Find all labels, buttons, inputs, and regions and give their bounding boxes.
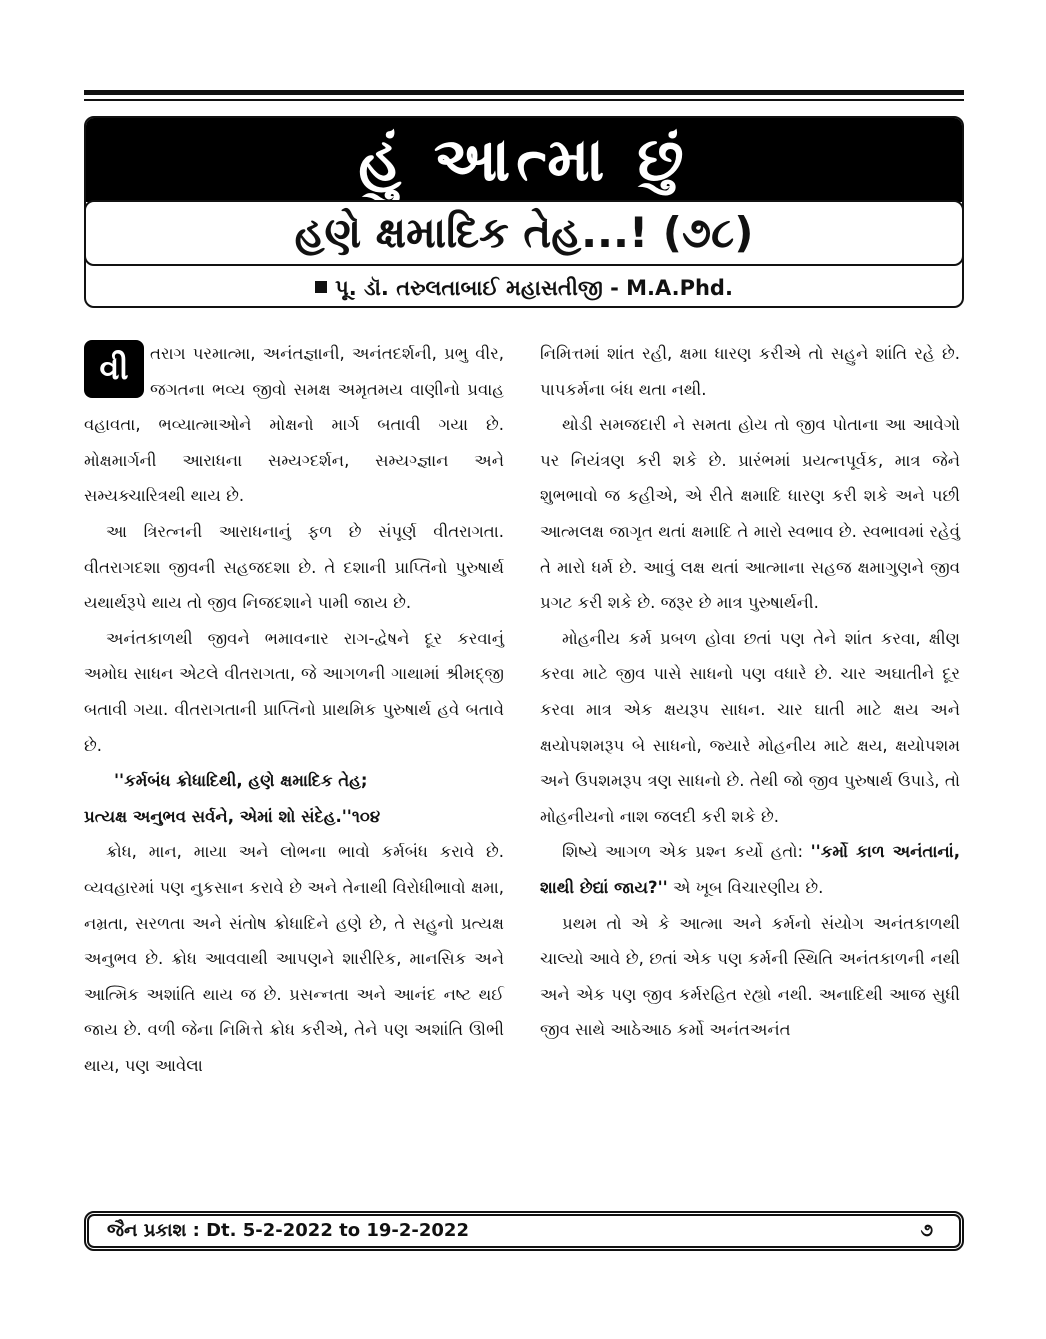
page-number: ૭	[920, 1220, 933, 1241]
right-paragraph-4-end: એ ખૂબ વિચારણીય છે.	[667, 877, 824, 897]
page-footer	[84, 1211, 964, 1251]
left-column	[84, 336, 504, 1083]
article-header	[84, 116, 964, 308]
right-paragraph-4	[540, 834, 960, 905]
right-paragraph-4-quote: ''કર્મો કાળ અનંતાનાં, શાથી છેદ્યાં જાય?''	[540, 842, 960, 897]
left-paragraph-1	[84, 336, 504, 514]
drop-cap: વી	[84, 340, 144, 398]
right-paragraph-5: પ્રથમ તો એ કે આત્મા અને કર્મનો સંયોગ અનંતકાળથી ચાલ્યો આવે છે, છતાં એક પણ કર્મની સ્થિતિ અનંતકાળની નથી અને એક પણ જીવ કર્મરહિત રહ્યો નથી. અનાદિથી આજ સુધી જીવ સાથે આઠેઆઠ કર્મો અનંતઅનંત	[540, 913, 960, 1040]
right-column	[540, 336, 960, 1048]
top-rule-thin	[84, 99, 964, 101]
right-paragraph-3: મોહનીય કર્મ પ્રબળ હોવા છતાં પણ તેને શાંત કરવા, ક્ષીણ કરવા માટે જીવ પાસે સાધનો પણ વધારે છે. ચાર અઘાતીને દૂર કરવા માત્ર એક ક્ષયરૂપ સાધન. ચાર ઘાતી માટે ક્ષય અને ક્ષયોપશમરૂપ બે સાધનો, જ્યારે મોહનીય માટે ક્ષય, ક્ષયોપશમ અને ઉપશમરૂપ ત્રણ સાધનો છે. તેથી જો જીવ પુરુષાર્થ ઉપાડે, તો મોહનીયનો નાશ જલદી કરી શકે છે.	[540, 628, 960, 826]
left-paragraph-1-text: તરાગ પરમાત્મા, અનંતજ્ઞાની, અનંતદર્શની, પ્રભુ વીર, જગતના ભવ્ય જીવો સમક્ષ અમૃતમય વાણીનો પ્રવાહ વહાવતા, ભવ્યાત્માઓને મોક્ષનો માર્ગ બતાવી ગયા છે. મોક્ષમાર્ગની આરાધના સમ્યગ્દર્શન, સમ્યગ્જ્ઞાન અને સમ્યક્ચારિત્રથી થાય છે.	[84, 344, 504, 506]
right-paragraph-4-start: શિષ્યે આગળ એક પ્રશ્ન કર્યો હતો:	[562, 842, 811, 862]
left-paragraph-2: આ ત્રિરત્નની આરાધનાનું ફળ છે સંપૂર્ણ વીતરાગતા. વીતરાગદશા જીવની સહજદશા છે. તે દશાની પ્રાપ્તિનો પુરુષાર્થ યથાર્થરૂપે થાય તો જીવ નિજદશાને પામી જાય છે.	[84, 521, 504, 613]
verse-line-2: પ્રત્યક્ષ અનુભવ સર્વને, એમાં શો સંદેહ.''૧૦૪	[84, 806, 381, 826]
right-paragraph-2: થોડી સમજદારી ને સમતા હોય તો જીવ પોતાના આ આવેગો પર નિયંત્રણ કરી શકે છે. પ્રારંભમાં પ્રયત્નપૂર્વક, માત્ર જેને શુભભાવો જ કહીએ, એ રીતે ક્ષમાદિ ધારણ કરી શકે અને પછી આત્મલક્ષ જાગૃત થતાં ક્ષમાદિ તે મારો સ્વભાવ છે. સ્વભાવમાં રહેવું તે મારો ધર્મ છે. આવું લક્ષ થતાં આત્માના સહજ ક્ષમાગુણને જીવ પ્રગટ કરી શકે છે. જરૂર છે માત્ર પુરુષાર્થની.	[540, 415, 960, 613]
publication-info: જૈન પ્રકાશ : Dt. 5-2-2022 to 19-2-2022	[107, 1220, 469, 1241]
left-paragraph-4: ક્રોધ, માન, માયા અને લોભના ભાવો કર્મબંધ કરાવે છે. વ્યવહારમાં પણ નુકસાન કરાવે છે અને તેનાથી વિરોધીભાવો ક્ષમા, નમ્રતા, સરળતા અને સંતોષ ક્રોધાદિને હણે છે, તે સહુનો પ્રત્યક્ષ અનુભવ છે. ક્રોધ આવવાથી આપણને શારીરિક, માનસિક અને આત્મિક અશાંતિ થાય જ છે. પ્રસન્નતા અને આનંદ નષ્ટ થઈ જાય છે. વળી જેના નિમિત્તે ક્રોધ કરીએ, તેને પણ અશાંતિ ઊભી થાય, પણ આવેલા	[84, 842, 504, 1075]
author-line	[86, 268, 962, 308]
author-name: પૂ. ડૉ. તરુલતાબાઈ મહાસતીજી - M.A.Phd.	[335, 276, 733, 300]
right-paragraph-1: નિમિત્તમાં શાંત રહી, ક્ષમા ધારણ કરીએ તો સહુને શાંતિ રહે છે. પાપકર્મના બંધ થતા નથી.	[540, 344, 960, 399]
bullet-square-icon	[315, 281, 327, 293]
left-paragraph-3: અનંતકાળથી જીવને ભમાવનાર રાગ-દ્વેષને દૂર કરવાનું અમોઘ સાધન એટલે વીતરાગતા, જે આગળની ગાથામાં શ્રીમદ્જી બતાવી ગયા. વીતરાગતાની પ્રાપ્તિનો પ્રાથમિક પુરુષાર્થ હવે બતાવે છે.	[84, 628, 504, 755]
top-rule-thick	[84, 90, 964, 95]
article-title: હું આત્મા છું	[86, 118, 962, 202]
verse-line-1: ''કર્મબંધ ક્રોધાદિથી, હણે ક્ષમાદિક તેહ;	[114, 771, 368, 791]
article-subtitle: હણે ક્ષમાદિક તેહ...! (૭૮)	[84, 200, 964, 266]
